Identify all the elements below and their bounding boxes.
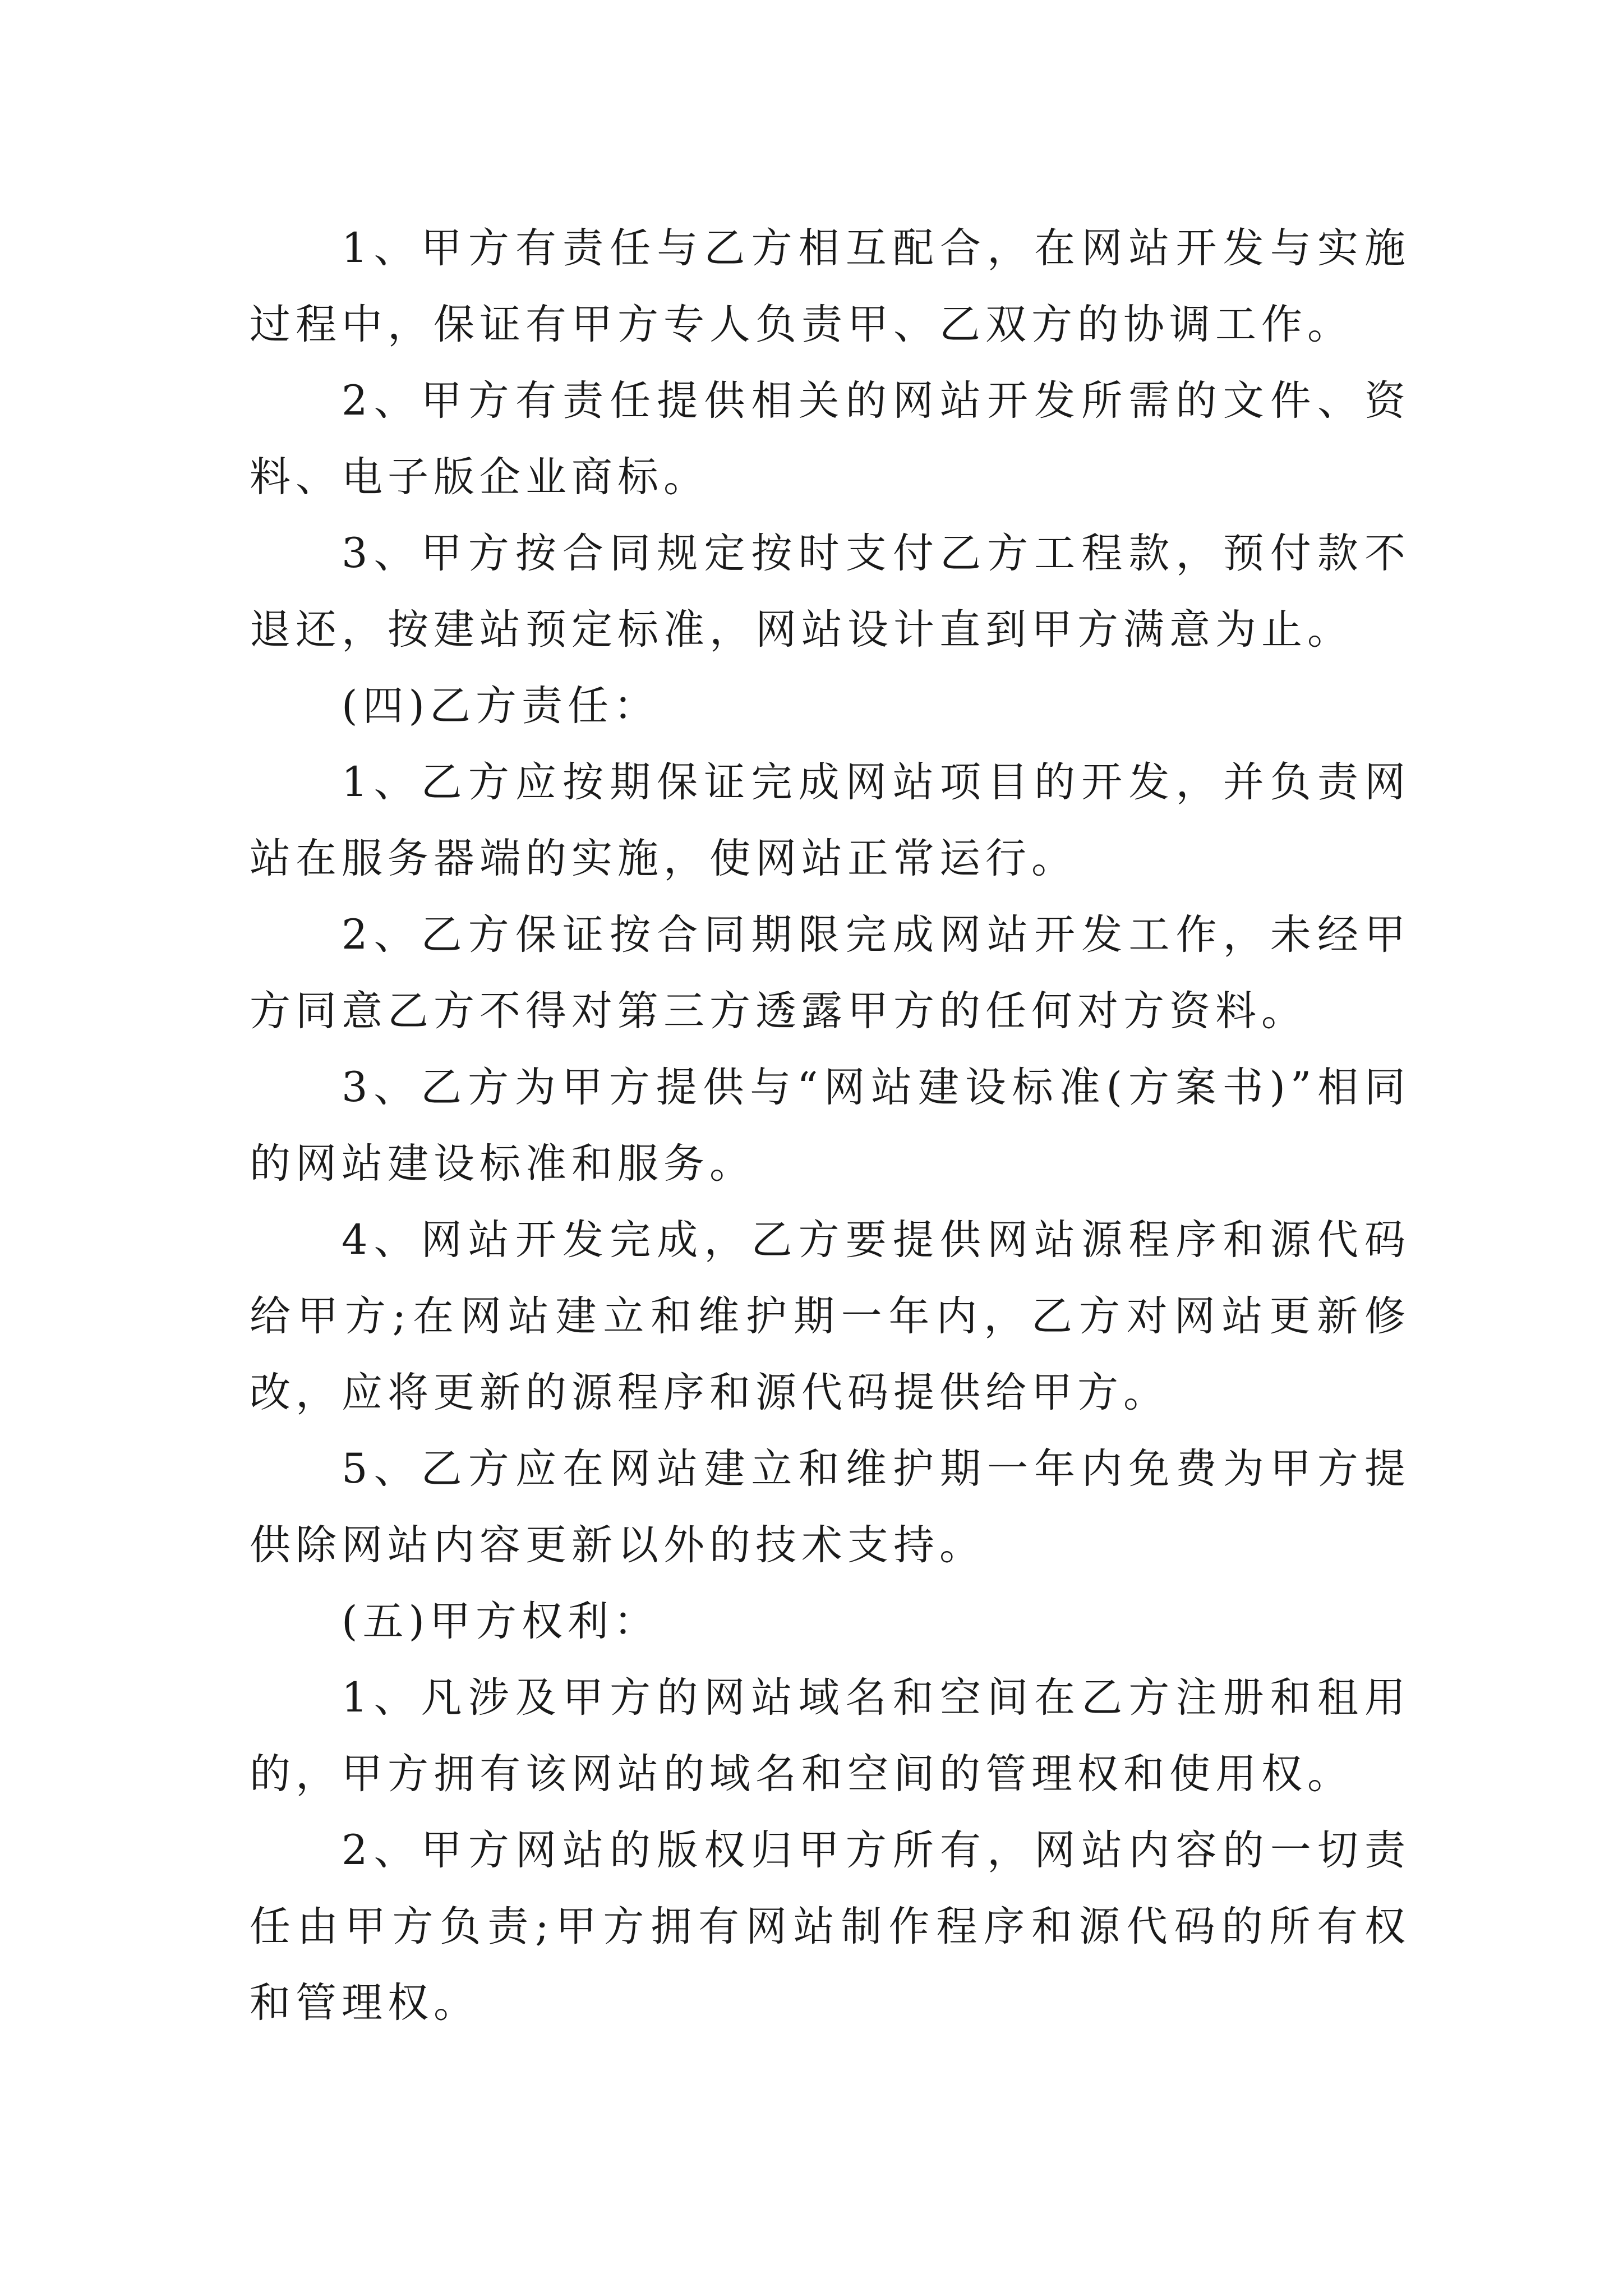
paragraph-12: 2、甲方网站的版权归甲方所有，网站内容的一切责任由甲方负责;甲方拥有网站制作程序和源代码的所有权和管理权。 xyxy=(250,1826,1410,2027)
paragraph-8: 4、网站开发完成，乙方要提供网站源程序和源代码给甲方;在网站建立和维护期一年内，乙方对网站更新修改，应将更新的源程序和源代码提供给甲方。 xyxy=(250,1216,1410,1416)
paragraph-5: 1、乙方应按期保证完成网站项目的开发，并负责网站在服务器端的实施，使网站正常运行。 xyxy=(250,758,1410,882)
document-body xyxy=(250,210,1410,2041)
paragraph-7: 3、乙方为甲方提供与“网站建设标准(方案书)”相同的网站建设标准和服务。 xyxy=(250,1064,1410,1188)
section-heading-4: (四)乙方责任： xyxy=(342,682,660,730)
paragraph-1: 1、甲方有责任与乙方相互配合，在网站开发与实施过程中，保证有甲方专人负责甲、乙双方的协调工作。 xyxy=(250,224,1410,348)
paragraph-2: 2、甲方有责任提供相关的网站开发所需的文件、资料、电子版企业商标。 xyxy=(250,377,1410,501)
paragraph-3: 3、甲方按合同规定按时支付乙方工程款，预付款不退还，按建站预定标准，网站设计直到甲方满意为止。 xyxy=(250,530,1410,654)
paragraph-11: 1、凡涉及甲方的网站域名和空间在乙方注册和租用的，甲方拥有该网站的域名和空间的管理权和使用权。 xyxy=(250,1674,1410,1798)
section-heading-5: (五)甲方权利： xyxy=(342,1598,660,1645)
paragraph-9: 5、乙方应在网站建立和维护期一年内免费为甲方提供除网站内容更新以外的技术支持。 xyxy=(250,1445,1410,1569)
paragraph-6: 2、乙方保证按合同期限完成网站开发工作，未经甲方同意乙方不得对第三方透露甲方的任何对方资料。 xyxy=(250,911,1410,1035)
